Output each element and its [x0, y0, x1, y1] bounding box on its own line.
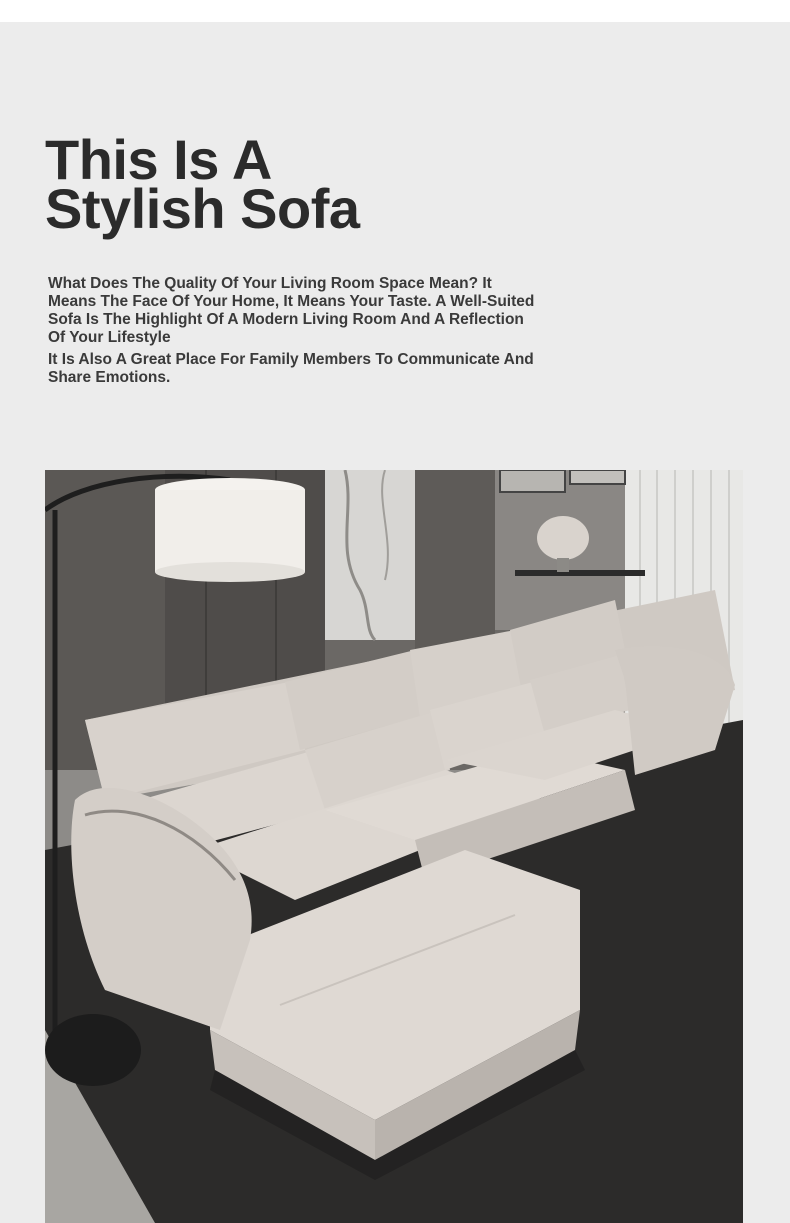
- marble-panel: [325, 470, 415, 640]
- headline: [45, 128, 360, 240]
- table-lamp: [537, 516, 589, 560]
- intro-paragraph-1: What Does The Quality Of Your Living Room Space Mean? It Means The Face Of Your Home, It Means Your Taste. A Well-Suited Sofa Is The Highlight Of A Modern Living Room And A Reflection Of Your Lifestyle: [48, 275, 535, 346]
- floor-lamp-base: [45, 1014, 141, 1086]
- side-table: [515, 570, 645, 576]
- headline-line-2: Stylish Sofa: [45, 177, 360, 240]
- intro-paragraph-2: It Is Also A Great Place For Family Members To Communicate And Share Emotions.: [48, 351, 534, 386]
- sofa-illustration: [45, 470, 743, 1223]
- headline-line-1: This Is A: [45, 128, 272, 191]
- intro-copy: [48, 275, 538, 391]
- floor-lamp-shade: [155, 490, 305, 572]
- sofa-product-photo: [45, 470, 743, 1223]
- top-strip: [0, 0, 790, 22]
